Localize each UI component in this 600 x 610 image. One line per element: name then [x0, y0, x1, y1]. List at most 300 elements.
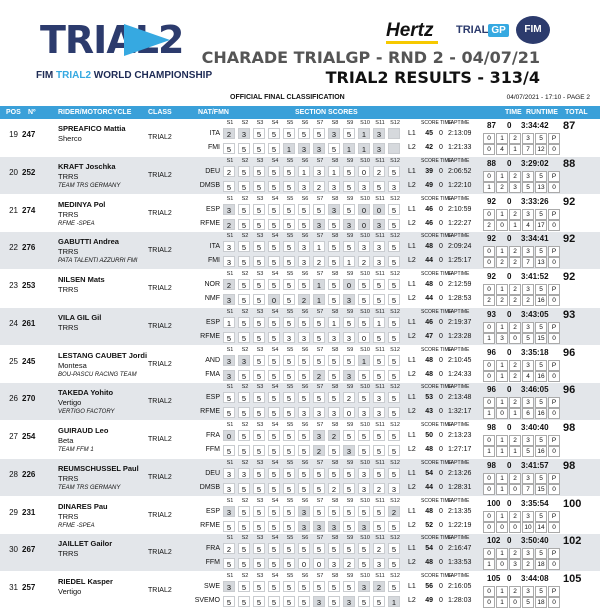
section-score: 5 [313, 392, 325, 403]
rider-class: TRIAL2 [148, 134, 172, 141]
section-score: 5 [388, 355, 400, 366]
section-score: 5 [268, 332, 280, 343]
rider-nationality: SWE [204, 583, 220, 590]
total-big: 92 [563, 271, 576, 283]
section-label: S6 [301, 271, 309, 277]
lap-score: 48 [425, 356, 433, 364]
section-score: 5 [268, 181, 280, 192]
rider-nationality: NOR [204, 281, 220, 288]
lap-time-penalty: 0 [439, 318, 443, 326]
total-line [483, 385, 591, 396]
rider-class: TRIAL2 [148, 209, 172, 217]
rider-federation: FMI [207, 257, 220, 265]
section-label: S3 [256, 535, 264, 542]
lap-score: 48 [425, 243, 433, 251]
grid-cell: 16 [535, 446, 547, 457]
section-score: 3 [373, 256, 385, 267]
total-line [483, 423, 591, 434]
grid-cell: 0 [509, 522, 521, 533]
grid-cell: 2 [509, 586, 521, 597]
section-score: 5 [268, 445, 280, 456]
section-score: 5 [343, 430, 355, 441]
score-count-header [483, 511, 596, 522]
section-score: 5 [388, 521, 400, 532]
grid-cell: 5 [535, 246, 547, 257]
section-score: 3 [358, 468, 370, 479]
section-label: S9 [346, 233, 354, 240]
section-score: 5 [343, 581, 355, 592]
section-score: 5 [298, 581, 310, 592]
section-score [388, 143, 400, 154]
section-score: 5 [283, 370, 295, 381]
section-score: 5 [328, 370, 340, 381]
section-score: 5 [373, 181, 385, 192]
grid-cell: 0 [548, 559, 560, 570]
grid-cell: 0 [548, 182, 560, 193]
grid-cell: 5 [522, 597, 534, 608]
rider-name: SPREAFICO Mattia [58, 124, 126, 133]
section-score: 5 [388, 407, 400, 418]
section-score: 5 [328, 279, 340, 290]
run-time: 3:43:05 [521, 309, 549, 319]
section-score: 5 [253, 445, 265, 456]
section-score: 5 [283, 241, 295, 252]
lap-score: 44 [425, 295, 433, 302]
grid-cell: 2 [483, 295, 495, 306]
section-score: 5 [388, 332, 400, 343]
section-score: 5 [388, 581, 400, 592]
grid-cell: 0 [509, 333, 521, 344]
section-score: 5 [268, 392, 280, 403]
lap-label: L2 [408, 408, 416, 416]
total-time: 0 [507, 158, 512, 168]
section-score: 5 [373, 430, 385, 441]
rider-team: RFME -SPEA [58, 220, 95, 227]
section-score: 5 [238, 166, 250, 177]
total-big: 102 [563, 535, 582, 548]
grid-cell: 5 [535, 360, 547, 371]
lap-time-penalty: 0 [439, 483, 443, 491]
section-label: S4 [271, 535, 279, 542]
section-label: S6 [301, 459, 309, 466]
section-score: 2 [373, 483, 385, 494]
grid-cell: 2 [509, 360, 521, 371]
section-score: 5 [253, 370, 265, 381]
grid-cell: 1 [496, 548, 508, 559]
section-score: 5 [388, 370, 400, 381]
section-score: 5 [253, 407, 265, 418]
section-score: 5 [283, 445, 295, 456]
rider-team: TEAM FFM 1 [58, 447, 94, 453]
lap-time-penalty: 0 [439, 243, 443, 251]
section-label: S10 [360, 384, 370, 391]
grid-cell: 1 [483, 559, 495, 570]
score-time-label: SCORE TIME [421, 195, 453, 202]
laptime-label: LAPTIME [448, 459, 470, 466]
section-score: 0 [343, 279, 355, 290]
rider-name: REUMSCHUSSEL Paul [58, 463, 139, 473]
table-row [0, 157, 600, 195]
score-count-header [483, 473, 596, 484]
total-big: 88 [563, 157, 576, 170]
grid-cell: 1 [496, 484, 508, 495]
section-score: 0 [358, 204, 370, 215]
section-label: S5 [286, 384, 294, 391]
section-label: S1 [226, 573, 234, 579]
section-score: 5 [268, 143, 280, 154]
lap-label: L2 [408, 295, 416, 302]
rider-position: 22 [9, 243, 18, 253]
section-score: 5 [358, 279, 370, 290]
section-label: S11 [375, 271, 385, 277]
lap-time: 2:10:45 [448, 356, 472, 364]
section-score: 2 [388, 506, 400, 517]
section-label: S11 [375, 497, 385, 504]
rider-name: NILSEN Mats [58, 275, 105, 284]
section-score: 2 [223, 219, 235, 230]
section-score: 5 [298, 596, 310, 607]
section-score: 3 [298, 521, 310, 532]
grid-cell: 4 [522, 220, 534, 231]
score-count-header [483, 586, 596, 597]
section-label: S4 [271, 422, 279, 428]
section-score: 5 [238, 430, 250, 441]
section-label: S4 [271, 573, 279, 579]
section-score: 5 [268, 355, 280, 366]
rider-number: 276 [22, 243, 36, 253]
lap-label: L2 [408, 521, 416, 529]
grid-cell: 0 [483, 133, 495, 144]
section-score: 1 [298, 166, 310, 177]
section-score: 5 [343, 317, 355, 328]
total-big: 96 [563, 346, 576, 359]
section-score: 5 [313, 128, 325, 139]
section-label: S10 [360, 422, 370, 428]
section-label: S2 [241, 271, 249, 277]
section-score [388, 128, 400, 139]
section-score: 5 [268, 407, 280, 418]
lap-time: 2:13:48 [448, 394, 472, 402]
section-score: 5 [253, 294, 265, 305]
section-score: 5 [253, 483, 265, 494]
grid-cell: 2 [509, 322, 521, 333]
section-score: 3 [298, 143, 310, 154]
section-score: 0 [313, 558, 325, 569]
section-label: S2 [241, 120, 249, 126]
section-label: S7 [316, 233, 324, 240]
section-label: S2 [241, 573, 249, 579]
section-label: S10 [360, 346, 370, 353]
section-score: 5 [253, 219, 265, 230]
grid-cell: 1 [496, 360, 508, 371]
grid-cell: 0 [548, 597, 560, 608]
rider-federation: DMSB [199, 483, 220, 491]
rider-federation: RFME [200, 521, 220, 529]
section-score: 5 [283, 279, 295, 290]
section-label: S10 [360, 195, 370, 202]
section-score: 5 [268, 166, 280, 177]
rider-class: TRIAL2 [148, 360, 172, 368]
total-score: 92 [487, 196, 496, 206]
section-score: 5 [343, 483, 355, 494]
section-score: 5 [283, 596, 295, 607]
section-score: 5 [268, 506, 280, 517]
grid-cell: 0 [483, 548, 495, 559]
lap-time-penalty: 0 [439, 219, 443, 227]
lap-score: 47 [425, 332, 433, 340]
lap-label: L1 [408, 318, 416, 326]
section-score: 5 [373, 279, 385, 290]
section-score: 5 [358, 596, 370, 607]
grid-cell: 1 [496, 586, 508, 597]
section-score: 5 [238, 143, 250, 154]
total-score: 96 [487, 347, 496, 357]
grid-cell: 1 [496, 446, 508, 457]
section-score: 3 [298, 332, 310, 343]
section-label: S8 [331, 422, 339, 428]
grid-cell: 2 [509, 257, 521, 268]
section-score: 5 [238, 581, 250, 592]
grid-cell: 0 [548, 220, 560, 231]
col-rider: RIDER/MOTORCYCLE [58, 109, 132, 116]
grid-cell: 1 [509, 144, 521, 155]
grid-cell: 0 [483, 209, 495, 220]
score-time-label: SCORE TIME [421, 422, 453, 428]
total-score: 87 [487, 121, 496, 130]
lap-time-penalty: 0 [439, 356, 443, 364]
lap-score: 44 [425, 257, 433, 265]
section-label: S7 [316, 535, 324, 542]
col-class: CLASS [148, 109, 172, 116]
section-score: 5 [328, 445, 340, 456]
score-count-values [483, 559, 596, 570]
lap-label: L2 [408, 483, 416, 491]
section-label: S12 [390, 233, 400, 240]
grid-cell: 5 [522, 333, 534, 344]
section-score: 5 [328, 143, 340, 154]
score-count-header [483, 435, 596, 446]
section-score: 5 [373, 445, 385, 456]
section-score: 5 [268, 219, 280, 230]
section-score: 5 [223, 521, 235, 532]
rider-nationality: DEU [205, 167, 220, 175]
lap-time: 1:25:17 [448, 257, 472, 265]
laptime-label: LAPTIME [448, 535, 470, 542]
section-score: 5 [268, 204, 280, 215]
lap-time-penalty: 0 [439, 167, 443, 175]
grid-cell: 5 [535, 284, 547, 295]
rider-federation: NMF [204, 295, 220, 302]
section-score: 3 [328, 204, 340, 215]
section-score: 0 [358, 332, 370, 343]
rider-federation: FMI [207, 144, 220, 151]
section-score: 5 [283, 317, 295, 328]
grid-cell: P [548, 360, 560, 371]
section-score: 5 [238, 181, 250, 192]
grid-cell: 0 [509, 484, 521, 495]
section-score: 2 [223, 166, 235, 177]
section-score: 5 [343, 128, 355, 139]
section-score: 3 [373, 219, 385, 230]
rider-position: 29 [9, 507, 18, 517]
score-time-label: SCORE TIME [421, 497, 453, 504]
section-label: S10 [360, 233, 370, 240]
grid-cell: 2 [496, 182, 508, 193]
lap-time: 1:33:53 [448, 559, 472, 567]
score-count-values [483, 522, 596, 533]
grid-cell: 2 [509, 435, 521, 446]
section-label: S9 [346, 573, 354, 579]
section-label: S5 [286, 233, 294, 240]
section-score: 0 [268, 294, 280, 305]
rider-motorcycle: TRRS [58, 285, 79, 294]
grid-cell: P [548, 209, 560, 220]
section-score: 0 [358, 219, 370, 230]
lap-score: 48 [425, 370, 433, 378]
section-score: 5 [358, 543, 370, 554]
section-score: 5 [373, 355, 385, 366]
section-score: 5 [238, 506, 250, 517]
grid-cell: 3 [522, 473, 534, 484]
lap-label: L2 [408, 559, 416, 567]
rider-nationality: AND [205, 356, 220, 364]
score-time-label: SCORE TIME [421, 346, 453, 353]
rider-nationality: ESP [205, 394, 220, 402]
lap-time-penalty: 0 [439, 370, 443, 378]
lap-label: L1 [408, 130, 416, 137]
section-label: S1 [226, 157, 234, 164]
total-time: 0 [507, 536, 512, 546]
page-header [0, 0, 600, 100]
score-count-values [483, 144, 596, 155]
section-score: 2 [373, 581, 385, 592]
grid-cell: 0 [483, 371, 495, 382]
section-label: S7 [316, 195, 324, 202]
grid-cell: 2 [496, 257, 508, 268]
section-label: S5 [286, 346, 294, 353]
section-label: S1 [226, 384, 234, 391]
laptime-label: LAPTIME [448, 233, 470, 240]
rider-name: GABUTTI Andrea [58, 237, 119, 247]
section-score: 5 [298, 543, 310, 554]
lap-label: L2 [408, 446, 416, 453]
section-label: S12 [390, 573, 400, 579]
rider-motorcycle: Vertigo [58, 587, 82, 596]
grid-cell: 2 [509, 171, 521, 182]
section-score: 5 [253, 430, 265, 441]
section-label: S11 [375, 233, 385, 240]
section-score: 5 [388, 241, 400, 252]
section-score: 5 [313, 543, 325, 554]
section-score: 2 [313, 445, 325, 456]
total-time: 0 [507, 309, 512, 319]
lap-label: L1 [408, 394, 416, 402]
total-score: 93 [487, 309, 496, 319]
section-label: S10 [360, 120, 370, 126]
score-count-header [483, 133, 596, 144]
grid-cell: 1 [496, 397, 508, 408]
section-label: S5 [286, 308, 294, 315]
section-score: 5 [223, 407, 235, 418]
section-score: 0 [223, 430, 235, 441]
section-score: 5 [388, 256, 400, 267]
section-label: S2 [241, 157, 249, 164]
grid-cell: 0 [483, 511, 495, 522]
rider-nationality: ITA [209, 243, 220, 251]
section-score: 5 [238, 407, 250, 418]
section-score: 5 [253, 392, 265, 403]
score-time-label: SCORE TIME [421, 573, 453, 579]
score-time-label: SCORE TIME [421, 459, 453, 466]
section-score: 3 [328, 181, 340, 192]
score-time-label: SCORE TIME [421, 308, 453, 315]
section-score: 5 [373, 521, 385, 532]
section-score: 5 [253, 543, 265, 554]
section-label: S8 [331, 535, 339, 542]
grid-cell: 1 [496, 209, 508, 220]
grid-cell: 0 [496, 522, 508, 533]
score-count-values [483, 484, 596, 495]
grid-cell: 0 [548, 333, 560, 344]
lap-score: 48 [425, 281, 433, 288]
section-score: 3 [358, 241, 370, 252]
section-score: 5 [373, 294, 385, 305]
grid-cell: 3 [522, 246, 534, 257]
section-label: S5 [286, 422, 294, 428]
grid-cell: 0 [548, 408, 560, 419]
grid-cell: 1 [483, 408, 495, 419]
run-time: 3:35:18 [521, 347, 549, 357]
grid-cell: 6 [522, 408, 534, 419]
rider-motorcycle: Montesa [58, 360, 87, 370]
section-score: 5 [238, 256, 250, 267]
section-score: 0 [358, 166, 370, 177]
lap-score: 54 [425, 545, 433, 553]
section-label: S12 [390, 195, 400, 202]
grid-cell: 0 [483, 284, 495, 295]
section-score: 5 [388, 392, 400, 403]
table-row [0, 308, 600, 346]
grid-cell: 3 [522, 360, 534, 371]
rider-motorcycle: Vertigo [58, 398, 82, 408]
section-score: 5 [283, 407, 295, 418]
lap-time: 2:19:37 [448, 318, 472, 326]
grid-cell: 3 [522, 397, 534, 408]
total-score: 105 [487, 574, 501, 583]
section-score: 3 [283, 332, 295, 343]
lap-time-penalty: 0 [439, 181, 443, 189]
section-label: S11 [375, 535, 385, 542]
classification-line [0, 94, 600, 106]
grid-cell: 0 [483, 473, 495, 484]
rider-class: TRIAL2 [148, 171, 172, 179]
lap-time-penalty: 0 [439, 281, 443, 288]
section-label: S4 [271, 346, 279, 353]
section-score: 5 [253, 596, 265, 607]
grid-cell: 7 [522, 257, 534, 268]
laptime-label: LAPTIME [448, 422, 470, 428]
total-time: 0 [507, 498, 512, 508]
rider-federation: RFME [200, 332, 220, 340]
section-label: S7 [316, 120, 324, 126]
section-score: 5 [223, 445, 235, 456]
total-score: 96 [487, 385, 496, 395]
grid-cell: 2 [509, 548, 521, 559]
lap-score: 46 [425, 219, 433, 227]
laptime-label: LAPTIME [448, 497, 470, 504]
total-time: 0 [507, 234, 512, 244]
section-label: S3 [256, 195, 264, 202]
